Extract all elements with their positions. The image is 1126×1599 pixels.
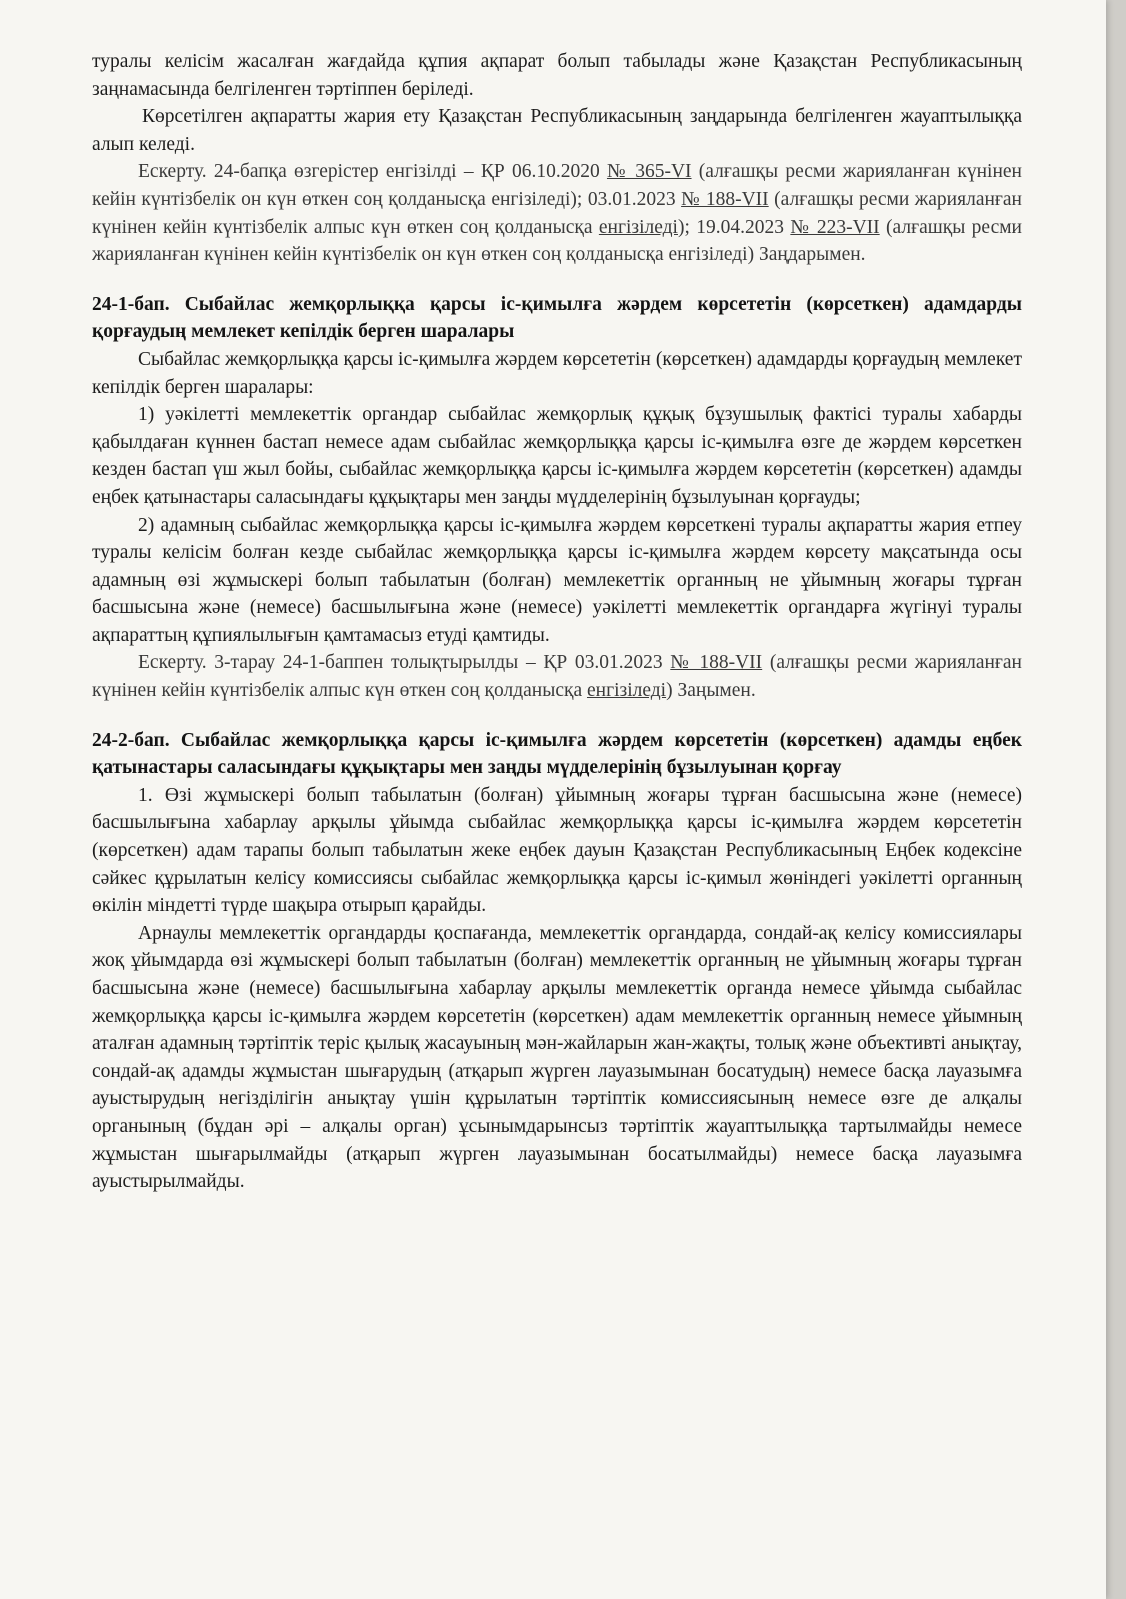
article-24-1-item-2: 2) адамның сыбайлас жемқорлыққа қарсы іс-қимылға жәрдем көрсеткені туралы ақпаратты жария етпеу туралы келісім болған кезде сыбайлас жемқорлыққа қарсы іс-қимылға жәрдем көрсету мақсатында осы адамның өзі жұмыскері болып табылатын (болған) мемлекеттік органның не ұйымның жоғары тұрған басшысына және (немесе) басшылығына және (немесе) уәкілетті мемлекеттік органдарға жүгінуі туралы ақпараттың құпиялылығын қамтамасыз етуді қамтиды. bbox=[92, 514, 1022, 646]
enactment-reference-link[interactable]: енгізіледі bbox=[598, 216, 678, 238]
law-reference-link[interactable]: № 188-VII bbox=[681, 188, 769, 210]
note-text: (алғашқы ресми жарияланған күнінен кейін күнтізбелік он күн өткен соң қолданысқа енгізіледі) Заңдарымен. bbox=[92, 216, 1022, 266]
law-reference-link[interactable]: № 188-VII bbox=[670, 652, 763, 674]
law-reference-link[interactable]: № 365-VI bbox=[606, 161, 692, 183]
responsibility-paragraph: Көрсетілген ақпаратты жария ету Қазақстан Республикасының заңдарында белгіленген жауаптылыққа алып келеді. bbox=[92, 106, 1022, 155]
note-text: (алғашқы ресми жарияланған күнінен кейін күнтізбелік алпыс күн өткен соң қолданысқа bbox=[92, 652, 1022, 702]
note-text: (алғашқы ресми жарияланған күнінен кейін күнтізбелік он күн өткен соң қолданысқа енгізіледі); 03.01.2023 bbox=[92, 161, 1022, 210]
intro-paragraph: туралы келісім жасалған жағдайда құпия ақпарат болып табылады және Қазақстан Республикасының заңнамасында белгіленген тәртіппен беріледі. bbox=[92, 51, 1022, 100]
section-gap bbox=[92, 705, 1022, 727]
enactment-reference-link[interactable]: енгізіледі bbox=[586, 680, 667, 702]
document-body bbox=[92, 48, 1022, 1196]
note-text: Ескерту. 24-бапқа өзгерістер енгізілді – ҚР 06.10.2020 bbox=[138, 161, 607, 183]
note-text: ) Заңымен. bbox=[666, 680, 756, 702]
article-24-2-paragraph-1: 1. Өзі жұмыскері болып табылатын (болған) ұйымның жоғары тұрған басшысына және (немесе) басшылығына хабарлау арқылы ұйымда сыбайлас жемқорлыққа қарсы іс-қимылға жәрдем көрсететін (көрсеткен) адам тарапы болып табылатын жеке еңбек дауын Қазақстан Республикасының Еңбек кодексіне сәйкес құрылатын келісу комиссиясы сыбайлас жемқорлыққа қарсы іс-қимыл жөніндегі уәкілетті органның өкілін міндетті түрде шақыра отырып қарайды. bbox=[92, 784, 1022, 917]
article-24-2-paragraph-2: Арнаулы мемлекеттік органдарды қоспағанда, мемлекеттік органдарда, сондай-ақ келісу комиссиялары жоқ ұйымдарда өзі жұмыскері болып табылатын (болған) мемлекеттік органның не ұйымның жоғары тұрған басшысына және (немесе) басшылығына хабарлау арқылы мемлекеттік органда немесе ұйымда сыбайлас жемқорлыққа қарсы іс-қимылға жәрдем көрсететін (көрсеткен) адам мемлекеттік органның немесе ұйымның аталған адамның тәртіптік теріс қылық жасауының мән-жайларын жан-жақты, толық және объективті анықтау, сондай-ақ адамды жұмыстан шығарудың (атқарып жүрген лауазымынан босатудың) немесе басқа лауазымға ауыстырудың негізділігін анықтау үшін құрылатын тәртіптік комиссиясының немесе өзге де алқалы органының (бұдан әрі – алқалы орган) ұсынымдарынсыз тәртіптік жауаптылыққа тартылмайды немесе жұмыстан шығарылмайды (атқарып жүрген лауазымынан босатылмайды) немесе басқа лауазымға ауыстырылмайды. bbox=[92, 922, 1022, 1193]
note-text: (алғашқы ресми жарияланған күнінен кейін күнтізбелік алпыс күн өткен соң қолданысқа bbox=[92, 188, 1022, 238]
article-24-1-heading: 24-1-бап. Сыбайлас жемқорлыққа қарсы іс-қимылға жәрдем көрсететін (көрсеткен) адамдарды қорғаудың мемлекет кепілдік берген шаралары bbox=[92, 293, 1022, 343]
article-24-amendment-note bbox=[92, 158, 1022, 268]
law-reference-link[interactable]: № 223-VII bbox=[790, 216, 880, 238]
section-gap bbox=[92, 269, 1022, 291]
note-text: Ескерту. 3-тарау 24-1-баппен толықтырылды – ҚР 03.01.2023 bbox=[138, 652, 671, 674]
article-24-1-lead: Сыбайлас жемқорлыққа қарсы іс-қимылға жәрдем көрсететін (көрсеткен) адамдарды қорғаудың мемлекет кепілдік берген шаралары: bbox=[92, 348, 1022, 398]
article-24-1-amendment-note bbox=[92, 649, 1022, 704]
article-24-1-item-1: 1) уәкілетті мемлекеттік органдар сыбайлас жемқорлық құқық бұзушылық фактісі туралы хабарды қабылдаған күннен бастап немесе адам сыбайлас жемқорлыққа қарсы іс-қимылға өзге де жәрдем көрсеткен кезден бастап үш жыл бойы, сыбайлас жемқорлыққа қарсы іс-қимылға жәрдем көрсететін (көрсеткен) адамды еңбек қатынастары саласындағы құқықтары мен заңды мүдделерінің бұзылуынан қорғауды; bbox=[92, 404, 1022, 508]
note-text: ); 19.04.2023 bbox=[677, 216, 791, 238]
article-24-2-heading: 24-2-бап. Сыбайлас жемқорлыққа қарсы іс-қимылға жәрдем көрсететін (көрсеткен) адамды еңбек қатынастары саласындағы құқықтары мен заңды мүдделерінің бұзылуынан қорғау bbox=[92, 729, 1022, 779]
